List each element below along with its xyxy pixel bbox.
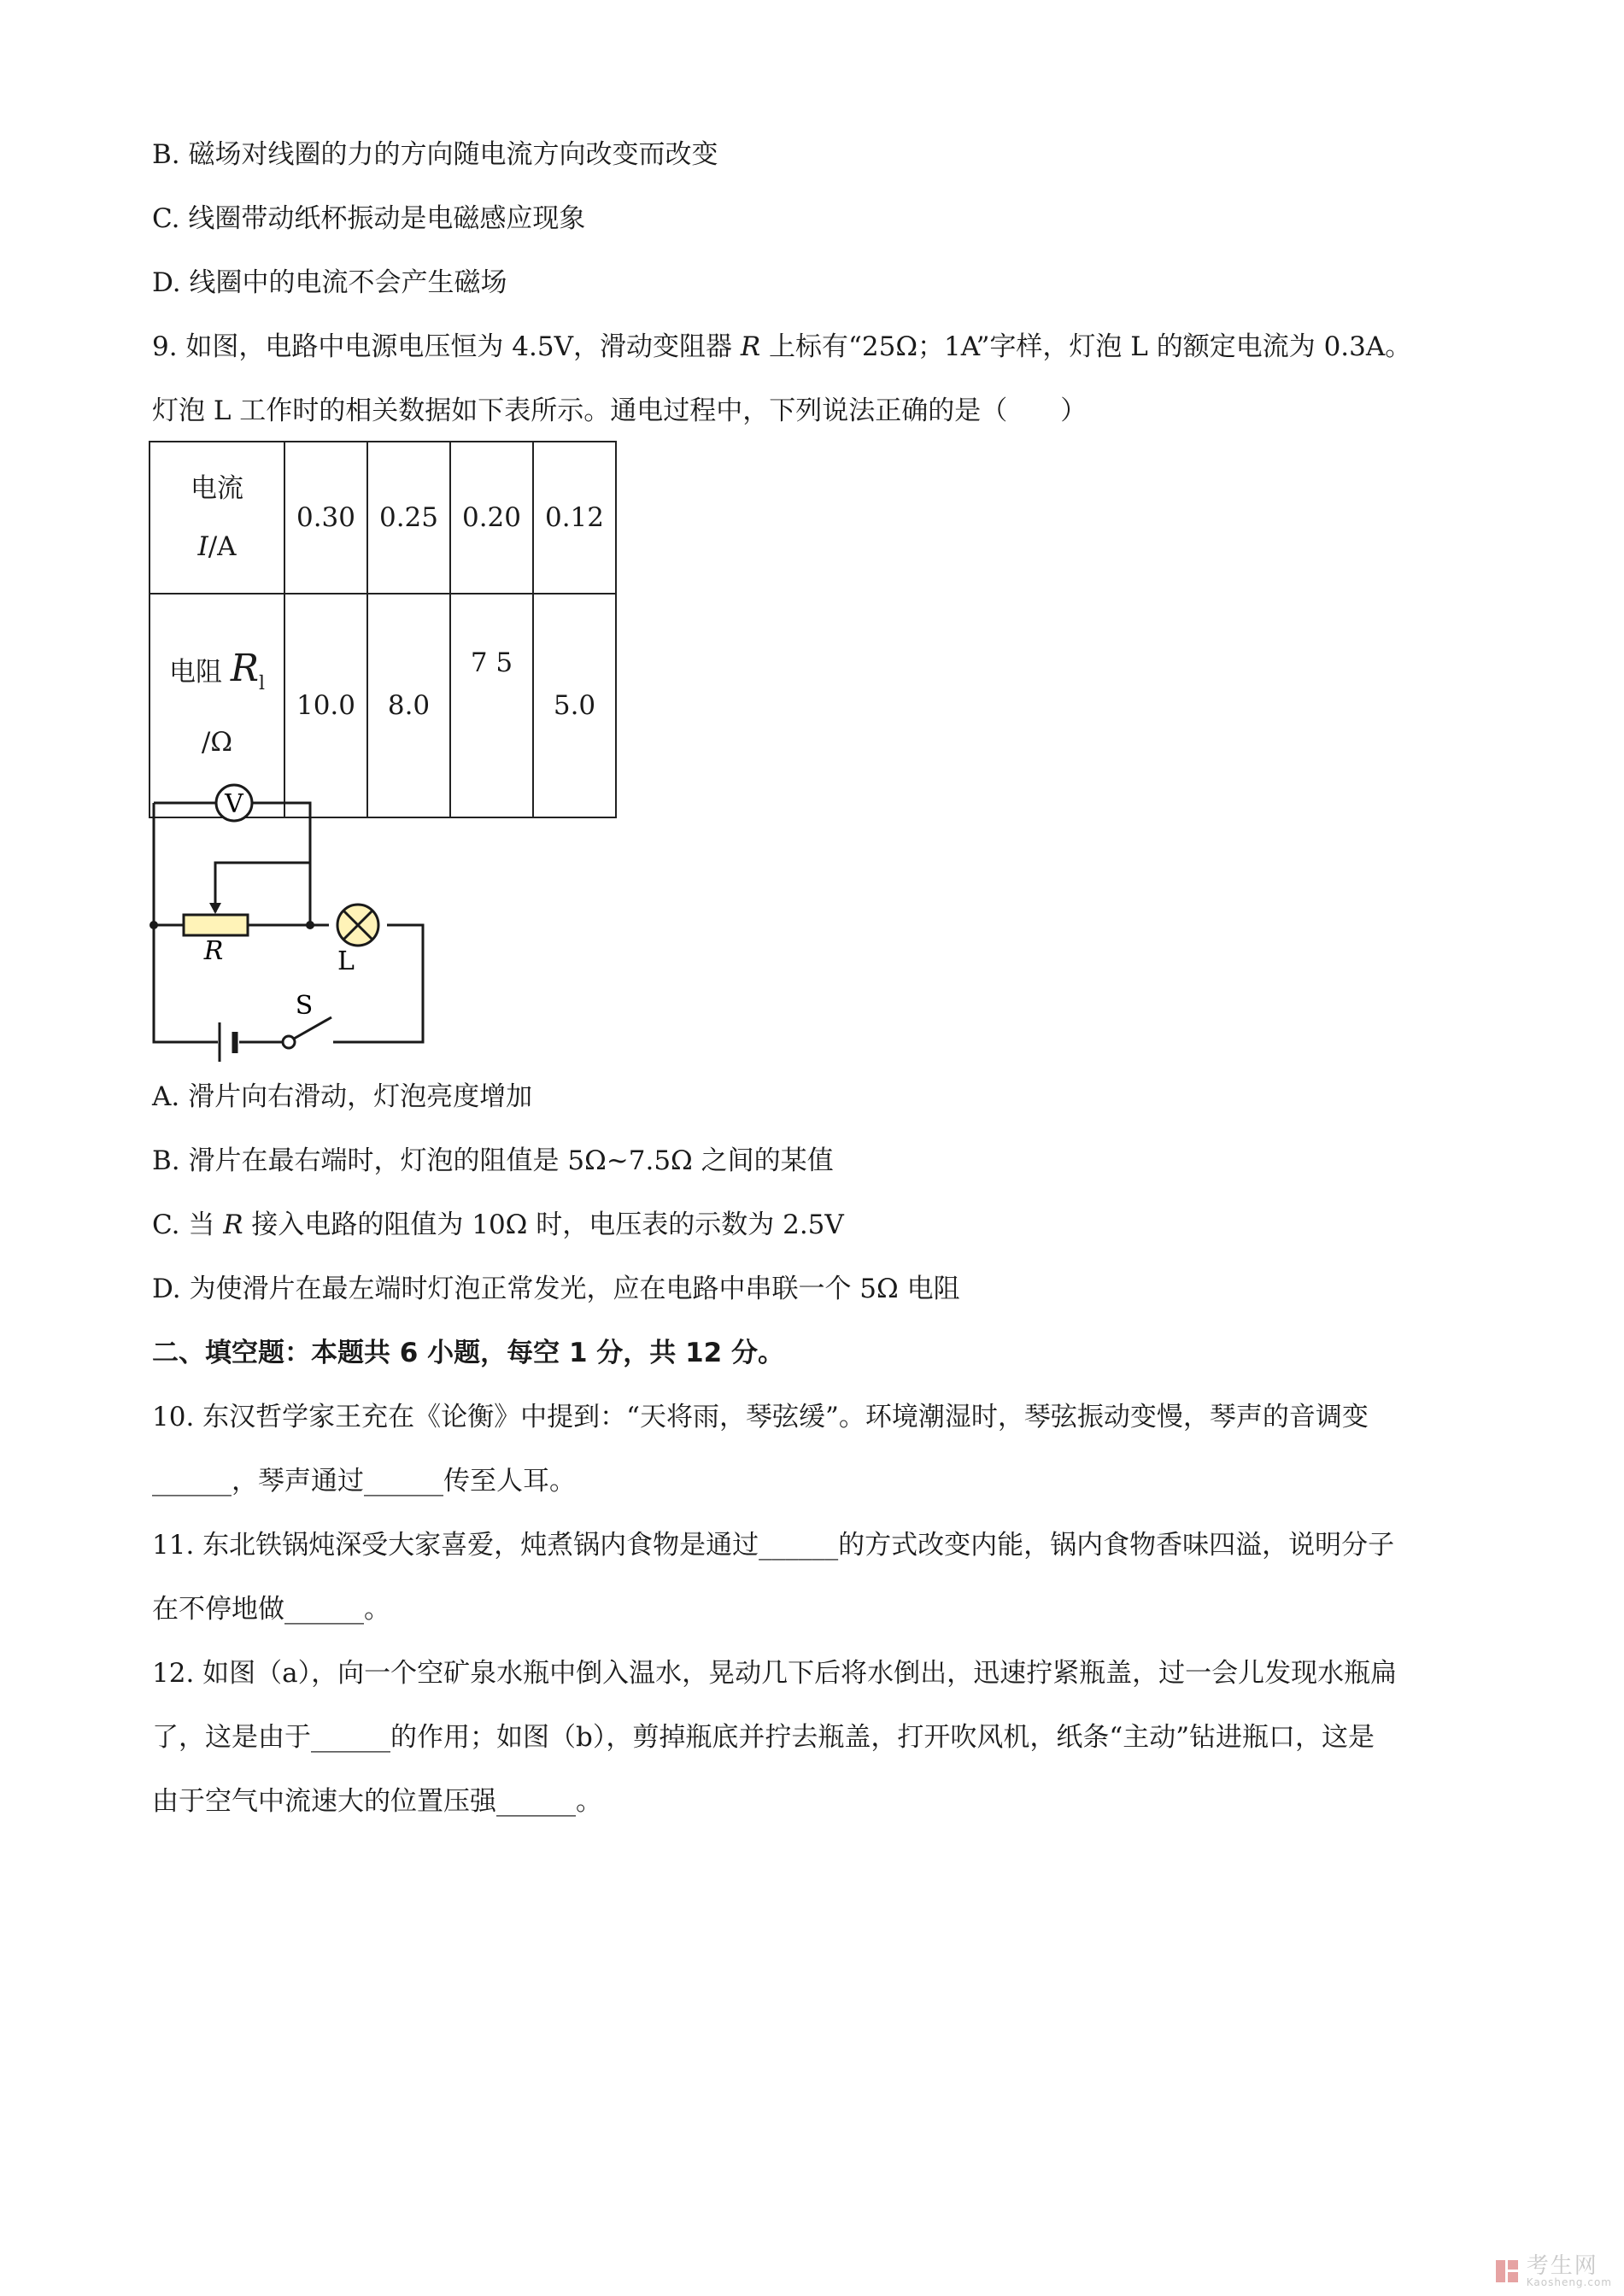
q8-option-b: B. 磁场对线圈的力的方向随电流方向改变而改变 [152, 139, 718, 170]
q8-option-d: D. 线圈中的电流不会产生磁场 [152, 267, 507, 298]
switch-symbol [283, 1017, 331, 1048]
q10-line2: ______，琴声通过______传至人耳。 [152, 1466, 576, 1496]
current-cell: 0.12 [533, 442, 616, 594]
lamp-symbol [337, 905, 378, 946]
current-header: 电流 I/A [150, 442, 284, 594]
voltmeter-label: V [225, 789, 243, 819]
current-cell: 0.25 [367, 442, 450, 594]
watermark-url: Kaosheng.com [1526, 2276, 1612, 2288]
section-heading: 二、填空题：本题共 6 小题，每空 1 分，共 12 分。 [152, 1338, 785, 1368]
lamp-data-table [149, 441, 617, 818]
circuit-diagram [137, 773, 444, 1063]
current-cell: 0.30 [284, 442, 367, 594]
q12-line3: 由于空气中流速大的位置压强______。 [152, 1786, 602, 1817]
q8-option-c: C. 线圈带动纸杯振动是电磁感应现象 [152, 203, 586, 234]
resistance-cell: 8.0 [367, 594, 450, 817]
switch-label: S [295, 991, 314, 1021]
q12-line1: 12. 如图（a），向一个空矿泉水瓶中倒入温水，晃动几下后将水倒出，迅速拧紧瓶盖，过一会儿发现水瓶扁 [152, 1658, 1398, 1689]
current-row [150, 442, 616, 594]
q9-option-c: C. 当 R 接入电路的阻值为 10Ω 时，电压表的示数为 2.5V [152, 1210, 844, 1240]
q9-option-a: A. 滑片向右滑动，灯泡亮度增加 [152, 1081, 533, 1112]
q9-stem-line2: 灯泡 L 工作时的相关数据如下表所示。通电过程中，下列说法正确的是（ ） [152, 395, 1088, 426]
watermark-text: 考生网 [1526, 2253, 1598, 2279]
q11-line2: 在不停地做______。 [152, 1594, 390, 1625]
junction-dot [150, 921, 158, 929]
q12-line2: 了，这是由于______的作用；如图（b），剪掉瓶底并拧去瓶盖，打开吹风机，纸条“主动”钻进瓶口，这是 [152, 1722, 1375, 1753]
q9-option-b: B. 滑片在最右端时，灯泡的阻值是 5Ω~7.5Ω 之间的某值 [152, 1145, 834, 1176]
q10-line1: 10. 东汉哲学家王充在《论衡》中提到：“天将雨，琴弦缓”。环境潮湿时，琴弦振动变慢，琴声的音调变 [152, 1402, 1369, 1432]
resistance-cell: 7 5 [450, 594, 533, 817]
q11-line1: 11. 东北铁锅炖深受大家喜爱，炖煮锅内食物是通过______的方式改变内能，锅内食物香味四溢，说明分子 [152, 1530, 1395, 1561]
rheostat-label: R [203, 936, 224, 966]
rheostat-symbol [184, 915, 248, 935]
slider-arrow [209, 903, 221, 914]
junction-dot [306, 921, 314, 929]
current-cell: 0.20 [450, 442, 533, 594]
q9-stem-line1: 9. 如图，电路中电源电压恒为 4.5V，滑动变阻器 R 上标有“25Ω；1A”字样，灯泡 L 的额定电流为 0.3A。 [152, 331, 1412, 362]
resistance-cell: 10.0 [284, 594, 367, 817]
battery-symbol [220, 1022, 235, 1062]
resistance-cell: 5.0 [533, 594, 616, 817]
logo-icon [1494, 2258, 1520, 2284]
resistance-header: 电阻 $R_l$ /Ω [150, 594, 284, 817]
q9-option-d: D. 为使滑片在最左端时灯泡正常发光，应在电路中串联一个 5Ω 电阻 [152, 1274, 960, 1304]
site-watermark [1494, 2255, 1612, 2287]
lamp-label: L [337, 946, 355, 976]
